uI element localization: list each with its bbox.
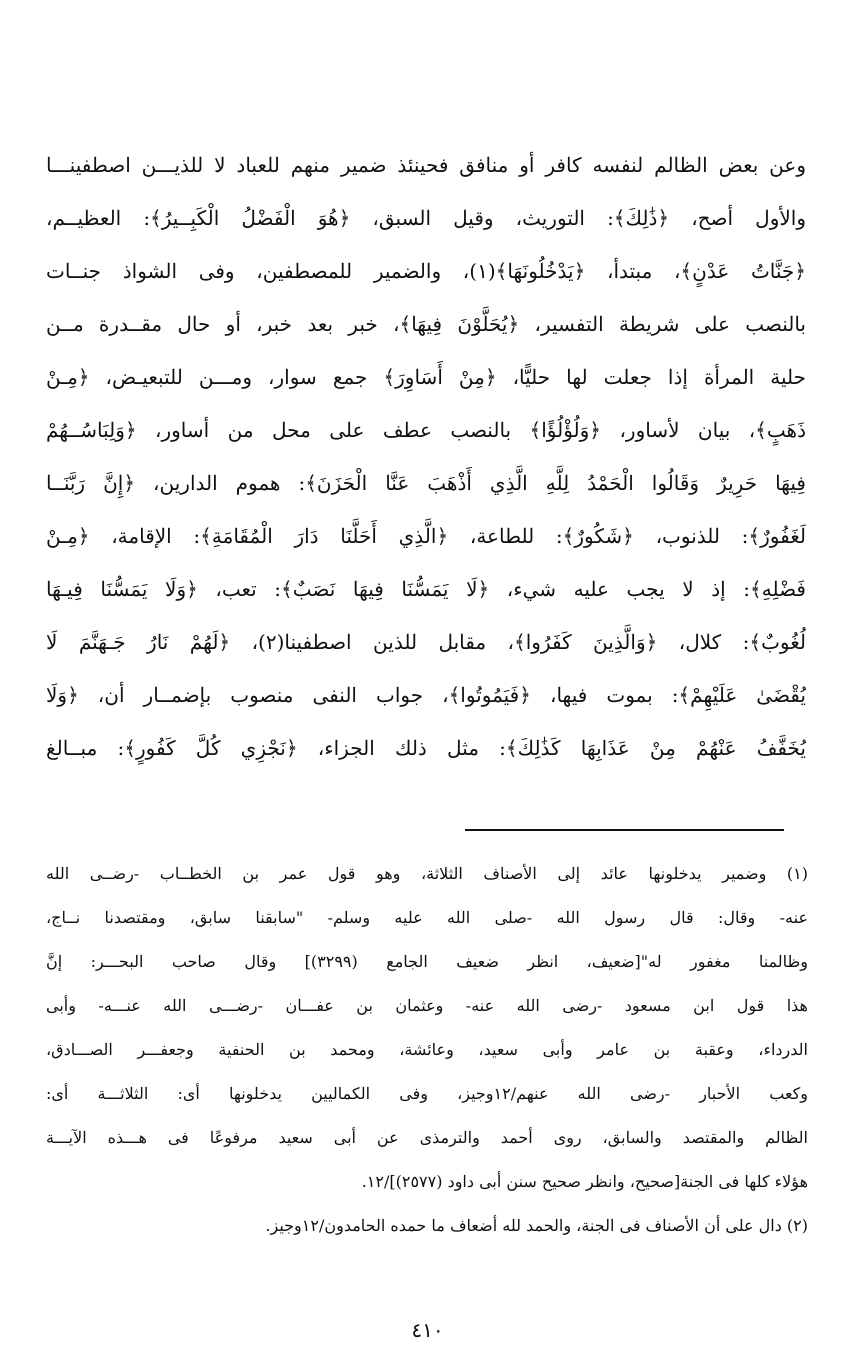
footnote-line: الظالم والمقتصد والسابق، روى أحمد والترمذى عن أبى سعيد مرفوعًا فى هـــذه الآيـــة xyxy=(46,1128,808,1147)
text-line: لَغَفُورٌ﴾: للذنوب، ﴿شَكُورٌ﴾: للطاعة، ﴿الَّذِي أَحَلَّنَا دَارَ الْمُقَامَةِ﴾: الإقامة، ﴿مِـنْ xyxy=(46,524,806,548)
footnote-line: وكعب الأحبار -رضى الله عنهم/١٢وجيز، وفى الكماليين يدخلونها أى: الثلاثـــة أى: xyxy=(46,1084,808,1103)
footnotes xyxy=(46,852,808,1248)
main-text xyxy=(46,139,806,775)
footnote-line: هؤلاء كلها فى الجنة[صحيح، وانظر صحيح سنن أبى داود (٢٥٧٧)]/١٢. xyxy=(361,1172,808,1191)
footnote-line: (٢) دال على أن الأصناف فى الجنة، والحمد لله أضعاف ما حمده الحامدون/١٢وجيز. xyxy=(265,1216,808,1235)
footnote-line: عنه- وقال: قال رسول الله -صلى الله عليه وسلم- "سابقنا سابق، ومقتصدنا نــاج، xyxy=(46,908,808,927)
footnote-line: (١) وضمير يدخلونها عائد إلى الأصناف الثلاثة، وهو قول عمر بن الخطــاب -رضــى الله xyxy=(46,864,808,883)
text-line: ﴿جَنَّاتُ عَدْنٍ﴾، مبتدأ، ﴿يَدْخُلُونَهَا﴾(١)، والضمير للمصطفين، وفى الشواذ جنــات xyxy=(46,259,806,283)
page-number: ٤١٠ xyxy=(411,1318,444,1342)
text-line: حلية المرأة إذا جعلت لها حليًّا، ﴿مِنْ أَسَاوِرَ﴾ جمع سوار، ومـــن للتبعيـض، ﴿مِـنْ xyxy=(46,365,806,389)
text-line: يُقْضَىٰ عَلَيْهِمْ﴾: بموت فيها، ﴿فَيَمُوتُوا﴾، جواب النفى منصوب بإضمــار أن، ﴿وَلَا xyxy=(46,683,806,707)
footnote-line: وظالمنا مغفور له"[ضعيف، انظر ضعيف الجامع (٣٢٩٩)] وقال صاحب البحـــر: إنَّ xyxy=(46,952,808,971)
text-line: فِيهَا حَرِيرٌ وَقَالُوا الْحَمْدُ لِلَّهِ الَّذِي أَذْهَبَ عَنَّا الْحَزَنَ﴾: هموم الدارين، ﴿إِنَّ رَبَّنَــا xyxy=(46,471,806,495)
footnote-line: هذا قول ابن مسعود -رضى الله عنه- وعثمان بن عفـــان -رضـــى الله عنـــه- وأبى xyxy=(46,996,808,1015)
text-line: لُغُوبٌ﴾: كلال، ﴿وَالَّذِينَ كَفَرُوا﴾، مقابل للذين اصطفينا(٢)، ﴿لَهُمْ نَارُ جَـهَنَّمَ لَا xyxy=(46,630,806,654)
text-line: بالنصب على شريطة التفسير، ﴿يُحَلَّوْنَ فِيهَا﴾، خبر بعد خبر، أو حال مقــدرة مــن xyxy=(46,312,806,336)
footnote-divider xyxy=(465,829,784,831)
text-line: يُخَفَّفُ عَنْهُمْ مِنْ عَذَابِهَا كَذَٰلِكَ﴾: مثل ذلك الجزاء، ﴿نَجْزِي كُلَّ كَفُورٍ﴾: مبــالغ xyxy=(46,736,806,760)
text-line: والأول أصح، ﴿ذَٰلِكَ﴾: التوريث، وقيل السبق، ﴿هُوَ الْفَضْلُ الْكَبِــيرُ﴾: العظيــم، xyxy=(46,206,806,230)
text-line: وعن بعض الظالم لنفسه كافر أو منافق فحينئذ ضمير منهم للعباد لا للذيـــن اصطفينـــا xyxy=(46,153,806,177)
text-line: فَضْلِهِ﴾: إذ لا يجب عليه شيء، ﴿لَا يَمَسُّنَا فِيهَا نَصَبٌ﴾: تعب، ﴿وَلَا يَمَسُّنَا فِيـهَا xyxy=(46,577,806,601)
text-line: ذَهَبٍ﴾، بيان لأساور، ﴿وَلُؤْلُؤًا﴾ بالنصب عطف على محل من أساور، ﴿وَلِبَاسُــهُمْ xyxy=(46,418,806,442)
footnote-line: الدرداء، وعقبة بن عامر وأبى سعيد، وعائشة، ومحمد بن الحنفية وجعفـــر الصـــادق، xyxy=(46,1040,808,1059)
